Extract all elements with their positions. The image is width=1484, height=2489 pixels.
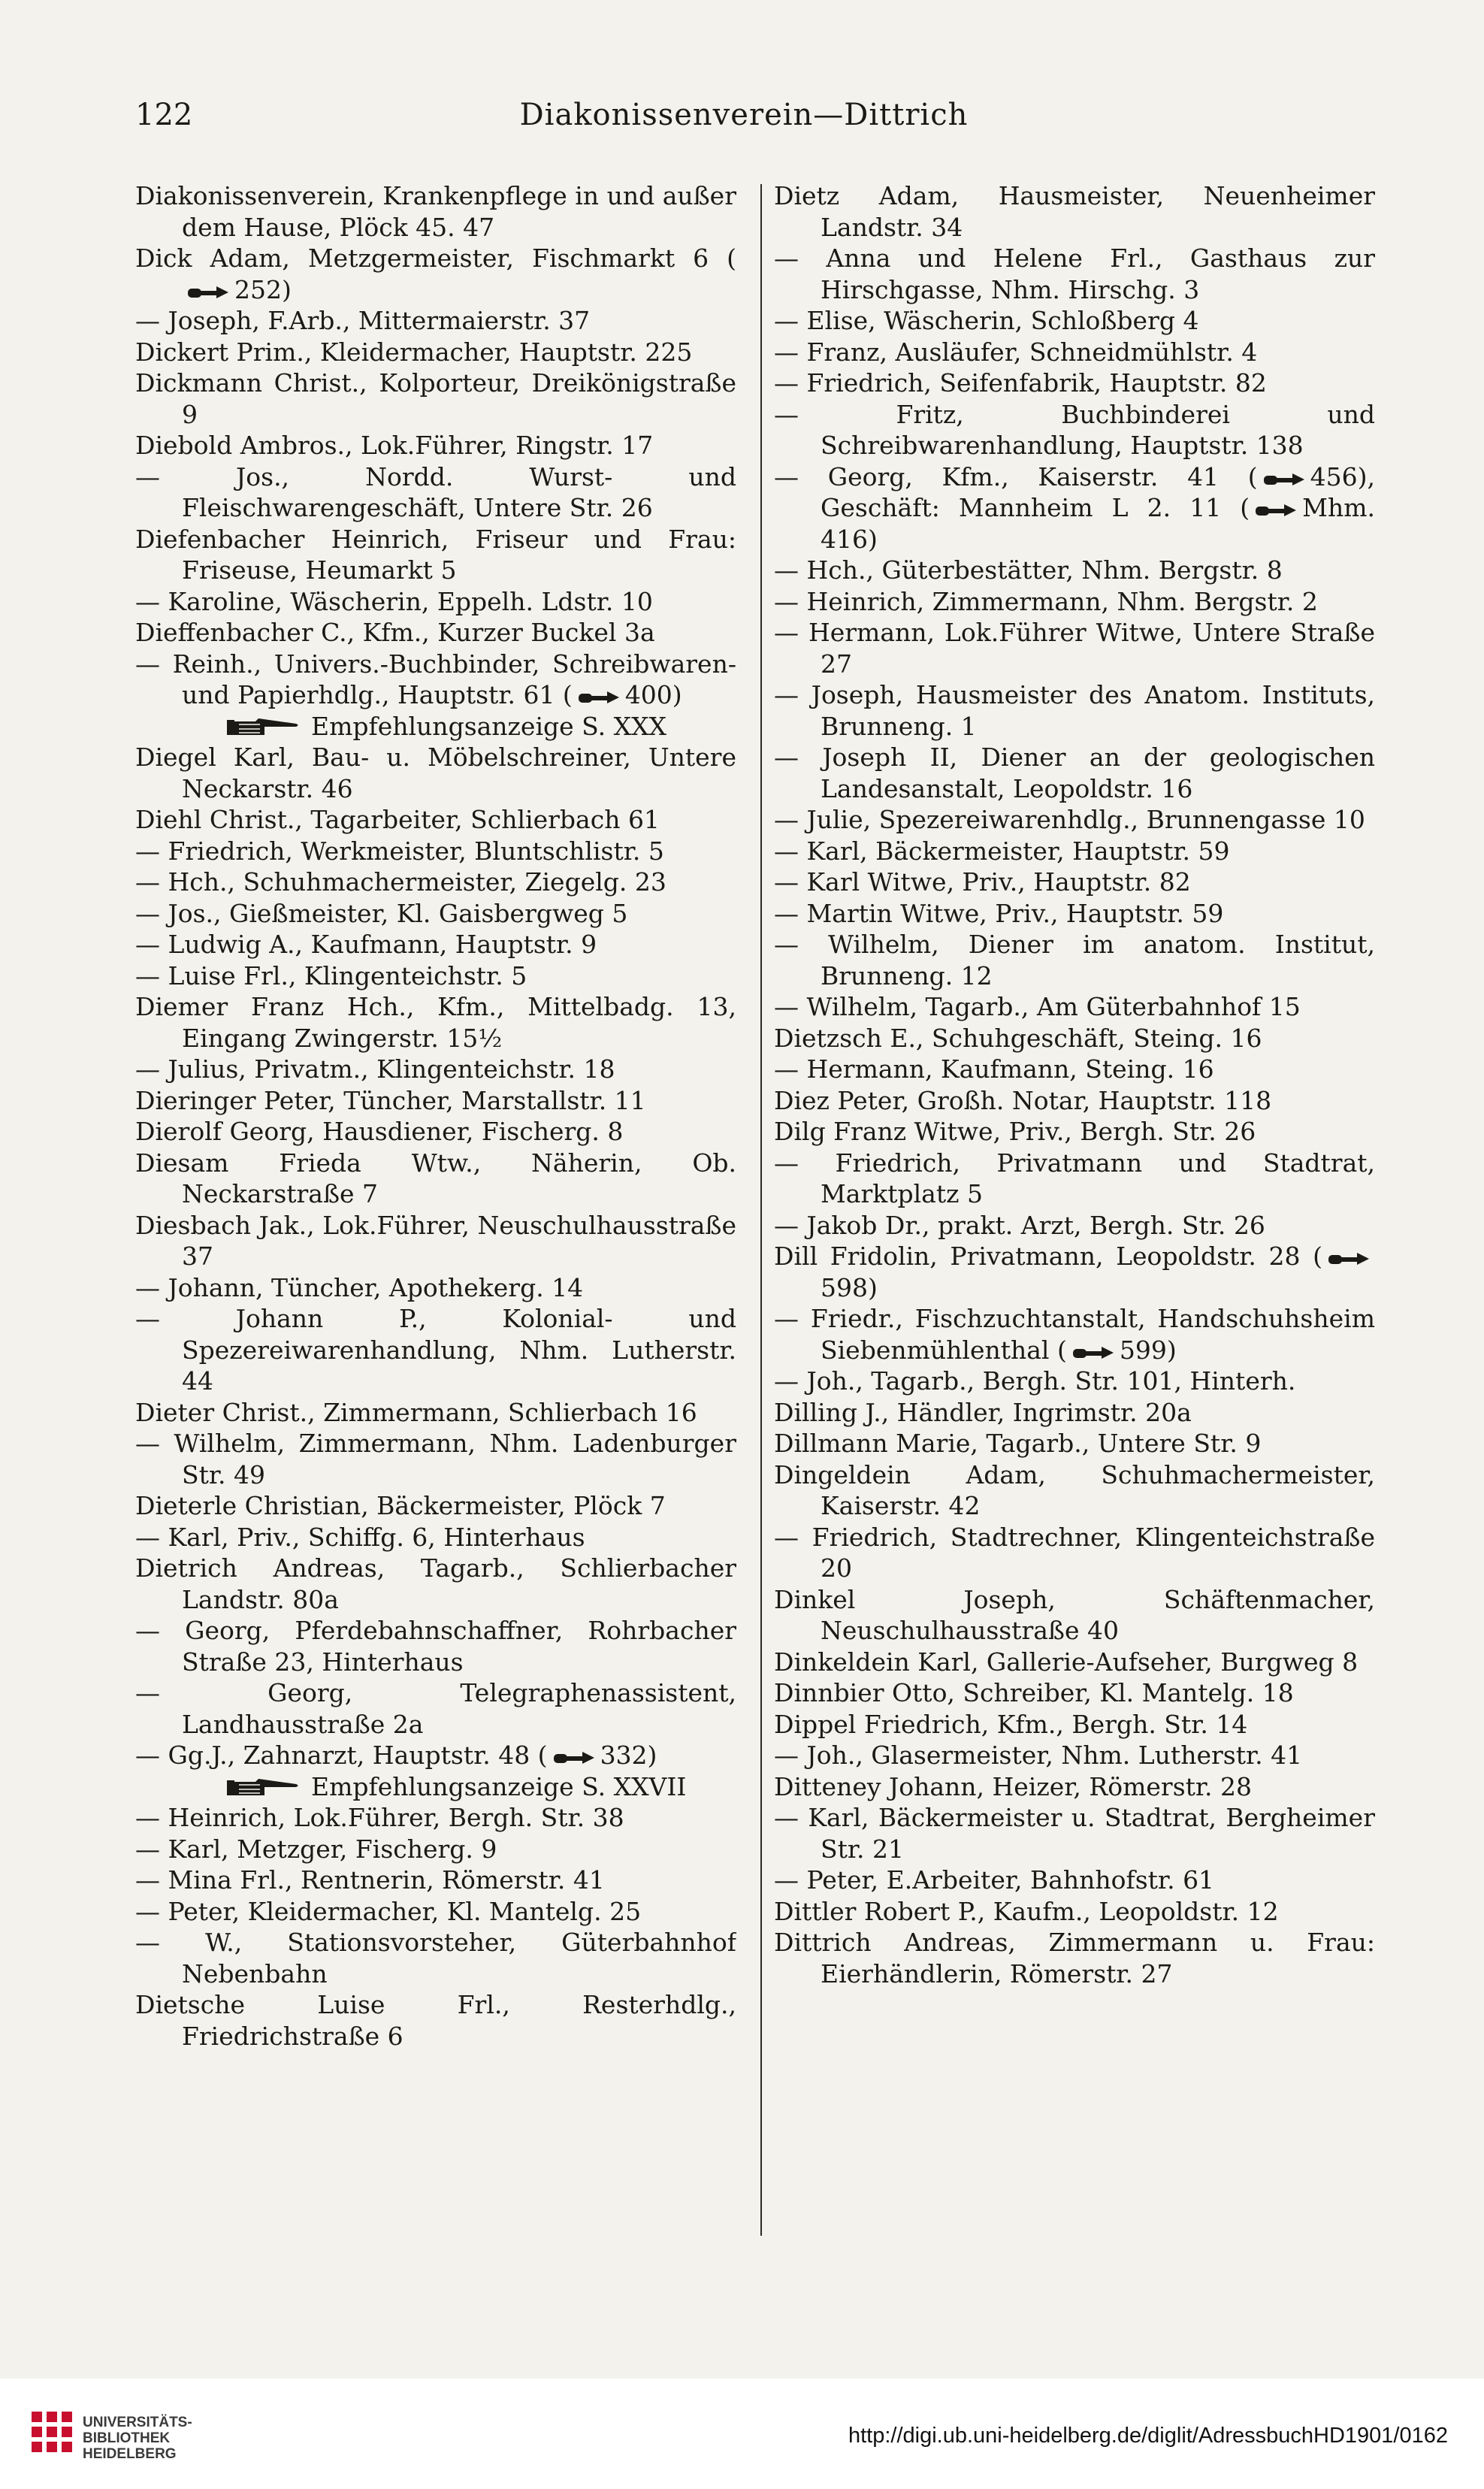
directory-entry xyxy=(135,461,736,524)
directory-entry xyxy=(774,367,1375,399)
entry-text: Dietz Adam, Hausmeister, Neuenheimer Landstr. 34 xyxy=(774,181,1375,242)
entry-text: — Wilhelm, Zimmermann, Nhm. Ladenburger Str. 49 xyxy=(135,1429,736,1489)
directory-entry xyxy=(774,1677,1375,1709)
directory-entry xyxy=(774,866,1375,898)
directory-entry xyxy=(774,337,1375,368)
directory-entry xyxy=(774,305,1375,337)
telephone-icon xyxy=(576,689,621,706)
entry-text: — Ludwig A., Kaufmann, Hauptstr. 9 xyxy=(135,930,597,959)
entry-text: — Friedrich, Werkmeister, Bluntschlistr. 5 xyxy=(135,836,664,866)
entry-text: Dinnbier Otto, Schreiber, Kl. Mantelg. 18 xyxy=(774,1678,1294,1707)
entry-text: Dill Fridolin, Privatmann, Leopoldstr. 28 ( xyxy=(774,1241,1322,1271)
entry-text: — Friedrich, Stadtrechner, Klingenteichstraße 20 xyxy=(774,1522,1375,1583)
directory-entry xyxy=(135,1677,736,1740)
directory-entry xyxy=(774,461,1375,555)
entry-text: — Martin Witwe, Priv., Hauptstr. 59 xyxy=(774,898,1224,928)
phone-number: 332) xyxy=(600,1740,657,1770)
entry-text: Dietsche Luise Frl., Resterhdlg., Friedrichstraße 6 xyxy=(135,1990,736,2051)
entry-text: Dickert Prim., Kleidermacher, Hauptstr. 225 xyxy=(135,337,693,367)
telephone-icon xyxy=(185,284,230,301)
directory-entry xyxy=(774,1522,1375,1584)
entry-text: — Joseph II, Diener an der geologischen Landesanstalt, Leopoldstr. 16 xyxy=(774,742,1375,803)
directory-entry xyxy=(135,1927,736,1989)
entry-text: — Hch., Schuhmachermeister, Ziegelg. 23 xyxy=(135,867,666,897)
entry-text: — Friedrich, Seifenfabrik, Hauptstr. 82 xyxy=(774,368,1267,398)
page-number: 122 xyxy=(135,98,193,132)
advertisement-reference xyxy=(135,1771,736,1803)
directory-entry xyxy=(774,1397,1375,1429)
directory-entry xyxy=(135,836,736,867)
entry-text: Dierolf Georg, Hausdiener, Fischerg. 8 xyxy=(135,1117,624,1146)
page-header xyxy=(135,98,1353,143)
entry-text: — Luise Frl., Klingenteichstr. 5 xyxy=(135,960,527,990)
entry-text: — Anna und Helene Frl., Gasthaus zur Hirschgasse, Nhm. Hirschg. 3 xyxy=(774,243,1375,304)
directory-entry xyxy=(135,1148,736,1210)
directory-entry xyxy=(774,804,1375,836)
directory-entry xyxy=(774,1709,1375,1740)
directory-entry xyxy=(135,1740,736,1771)
entry-text: — Hermann, Kaufmann, Steing. 16 xyxy=(774,1054,1214,1084)
entry-text: — Peter, E.Arbeiter, Bahnhofstr. 61 xyxy=(774,1865,1215,1895)
entry-text: — Georg, Telegraphenassistent, Landhausstraße 2a xyxy=(135,1678,736,1739)
entry-text: — Joseph, Hausmeister des Anatom. Instituts, Brunneng. 1 xyxy=(774,680,1375,741)
telephone-icon xyxy=(551,1750,596,1766)
entry-text: — Elise, Wäscherin, Schloßberg 4 xyxy=(774,306,1199,335)
entry-text: Empfehlungsanzeige S. XXVII xyxy=(311,1771,687,1801)
entry-text: — Joseph, F.Arb., Mittermaierstr. 37 xyxy=(135,306,591,335)
entry-text: — Karl, Bäckermeister, Hauptstr. 59 xyxy=(774,836,1230,866)
entry-text: Diez Peter, Großh. Notar, Hauptstr. 118 xyxy=(774,1085,1272,1115)
entry-text: Diegel Karl, Bau- u. Möbelschreiner, Untere Neckarstr. 46 xyxy=(135,742,736,803)
entry-text: — Karoline, Wäscherin, Eppelh. Ldstr. 10 xyxy=(135,586,653,616)
directory-entry xyxy=(135,1553,736,1615)
directory-entry xyxy=(774,1896,1375,1928)
directory-entry xyxy=(135,180,736,243)
directory-entry xyxy=(774,1303,1375,1365)
entry-text: — Heinrich, Zimmermann, Nhm. Bergstr. 2 xyxy=(774,586,1318,616)
entry-text: Diebold Ambros., Lok.Führer, Ringstr. 17 xyxy=(135,431,654,460)
entry-text: — Georg, Pferdebahnschaffner, Rohrbacher Straße 23, Hinterhaus xyxy=(135,1616,736,1677)
directory-entry xyxy=(135,1272,736,1304)
entry-text: Empfehlungsanzeige S. XXX xyxy=(311,711,667,741)
entry-text: — Joh., Tagarb., Bergh. Str. 101, Hinterh. xyxy=(774,1366,1296,1396)
pointing-hand-icon xyxy=(225,1777,301,1798)
phone-number: 456), Geschäft: Mannheim L 2. 11 ( xyxy=(821,461,1375,522)
entry-text: — Julie, Spezereiwarenhdlg., Brunnengasse 10 xyxy=(774,805,1365,834)
directory-entry xyxy=(135,305,736,337)
directory-entry xyxy=(774,1459,1375,1522)
phone-number: Mhm. 416) xyxy=(821,493,1375,554)
directory-entry xyxy=(774,617,1375,679)
directory-entry xyxy=(135,1303,736,1397)
directory-entry xyxy=(135,337,736,368)
telephone-icon xyxy=(1070,1344,1115,1361)
telephone-icon xyxy=(1325,1251,1371,1267)
entry-text: — Wilhelm, Diener im anatom. Institut, Brunneng. 12 xyxy=(774,930,1375,990)
entry-text: Diehl Christ., Tagarbeiter, Schlierbach 61 xyxy=(135,805,660,834)
entry-text: Diesbach Jak., Lok.Führer, Neuschulhausstraße 37 xyxy=(135,1210,736,1271)
directory-entry xyxy=(135,1615,736,1677)
directory-entry xyxy=(135,1490,736,1522)
directory-entry xyxy=(774,742,1375,804)
entry-text: — Fritz, Buchbinderei und Schreibwarenhandlung, Hauptstr. 138 xyxy=(774,399,1375,460)
entry-text: — Wilhelm, Tagarb., Am Güterbahnhof 15 xyxy=(774,992,1301,1021)
directory-entry xyxy=(774,1023,1375,1054)
entry-text: — Franz, Ausläufer, Schneidmühlstr. 4 xyxy=(774,337,1258,367)
directory-entry xyxy=(774,586,1375,618)
telephone-icon xyxy=(1261,471,1306,488)
directory-entry xyxy=(135,1864,736,1896)
entry-text: — Johann, Tüncher, Apothekerg. 14 xyxy=(135,1272,584,1302)
entry-text: Dietzsch E., Schuhgeschäft, Steing. 16 xyxy=(774,1023,1262,1053)
directory-entry xyxy=(135,1834,736,1865)
directory-entry xyxy=(135,524,736,586)
entry-text: — Johann P., Kolonial- und Spezereiwarenhandlung, Nhm. Lutherstr. 44 xyxy=(135,1304,736,1396)
directory-entry xyxy=(774,679,1375,742)
entry-text: Diefenbacher Heinrich, Friseur und Frau: Friseuse, Heumarkt 5 xyxy=(135,524,736,585)
entry-text: — Heinrich, Lok.Führer, Bergh. Str. 38 xyxy=(135,1803,624,1832)
directory-entry xyxy=(774,1054,1375,1085)
entry-text: Dieffenbacher C., Kfm., Kurzer Buckel 3a xyxy=(135,618,655,647)
directory-entry xyxy=(774,1864,1375,1896)
entry-text: — Jakob Dr., prakt. Arzt, Bergh. Str. 26 xyxy=(774,1210,1265,1240)
directory-entry xyxy=(135,804,736,836)
telephone-icon xyxy=(1253,502,1298,519)
entry-text: — Karl Witwe, Priv., Hauptstr. 82 xyxy=(774,867,1191,897)
entry-text: — Hch., Güterbestätter, Nhm. Bergstr. 8 xyxy=(774,555,1283,585)
entry-text: Dillmann Marie, Tagarb., Untere Str. 9 xyxy=(774,1429,1262,1458)
directory-entry xyxy=(135,1989,736,2052)
library-name: UNIVERSITÄTS- BIBLIOTHEK HEIDELBERG xyxy=(83,2415,192,2462)
directory-entry xyxy=(135,991,736,1054)
entry-text: — W., Stationsvorsteher, Güterbahnhof Nebenbahn xyxy=(135,1928,736,1988)
entry-text: Dieter Christ., Zimmermann, Schlierbach 16 xyxy=(135,1397,697,1427)
directory-entry xyxy=(135,367,736,430)
entry-text: — Friedrich, Privatmann und Stadtrat, Marktplatz 5 xyxy=(774,1148,1375,1208)
entry-text: Dieterle Christian, Bäckermeister, Plöck 7 xyxy=(135,1491,666,1520)
entry-text: — Karl, Priv., Schiffg. 6, Hinterhaus xyxy=(135,1522,585,1552)
pointing-hand-icon xyxy=(225,717,301,738)
phone-number: 252) xyxy=(234,274,292,304)
directory-entry xyxy=(774,1584,1375,1647)
entry-text: — Reinh., Univers.-Buchbinder, Schreibwaren- und Papierhdlg., Hauptstr. 61 ( xyxy=(135,649,736,709)
entry-text: Diesam Frieda Wtw., Näherin, Ob. Neckarstraße 7 xyxy=(135,1148,736,1208)
entry-text: Dilling J., Händler, Ingrimstr. 20a xyxy=(774,1397,1192,1427)
entry-text: — Karl, Metzger, Fischerg. 9 xyxy=(135,1834,497,1864)
directory-entry xyxy=(774,1210,1375,1241)
entry-text: Dittler Robert P., Kaufm., Leopoldstr. 12 xyxy=(774,1896,1279,1926)
directory-entry xyxy=(774,399,1375,461)
directory-entry xyxy=(135,866,736,898)
entry-text: — Gg.J., Zahnarzt, Hauptstr. 48 ( xyxy=(135,1740,548,1770)
advertisement-reference xyxy=(135,711,736,742)
entry-text: — Karl, Bäckermeister u. Stadtrat, Bergheimer Str. 21 xyxy=(774,1803,1375,1864)
entry-text: Dilg Franz Witwe, Priv., Bergh. Str. 26 xyxy=(774,1117,1256,1146)
directory-entry xyxy=(135,1085,736,1117)
directory-entry xyxy=(135,617,736,649)
directory-entry xyxy=(135,1210,736,1272)
footer-bar xyxy=(0,2379,1484,2489)
entry-text: Dinkel Joseph, Schäftenmacher, Neuschulhausstraße 40 xyxy=(774,1584,1375,1645)
directory-entry xyxy=(774,1927,1375,1989)
directory-entry xyxy=(135,1428,736,1490)
entry-text: — Georg, Kfm., Kaiserstr. 41 ( xyxy=(774,461,1258,491)
directory-entry xyxy=(135,898,736,930)
directory-entry xyxy=(774,1647,1375,1678)
library-logo-icon xyxy=(30,2410,75,2464)
directory-entry xyxy=(135,649,736,711)
entry-text: — Peter, Kleidermacher, Kl. Mantelg. 25 xyxy=(135,1896,642,1926)
entry-text: Ditteney Johann, Heizer, Römerstr. 28 xyxy=(774,1771,1253,1801)
column-divider xyxy=(760,184,762,2236)
entry-text: — Jos., Nordd. Wurst- und Fleischwarengeschäft, Untere Str. 26 xyxy=(135,461,736,522)
entry-text: Dippel Friedrich, Kfm., Bergh. Str. 14 xyxy=(774,1709,1248,1739)
entry-text: — Jos., Gießmeister, Kl. Gaisbergweg 5 xyxy=(135,898,628,928)
entry-text: Dietrich Andreas, Tagarb., Schlierbacher Landstr. 80a xyxy=(135,1553,736,1614)
entry-text: — Julius, Privatm., Klingenteichstr. 18 xyxy=(135,1054,615,1084)
directory-entry xyxy=(135,929,736,960)
directory-entry xyxy=(135,960,736,992)
right-column xyxy=(774,180,1375,2239)
directory-entry xyxy=(774,1428,1375,1459)
directory-entry xyxy=(774,836,1375,867)
directory-entry xyxy=(774,1365,1375,1397)
directory-entry xyxy=(774,180,1375,243)
directory-entry xyxy=(774,929,1375,991)
directory-entry xyxy=(774,898,1375,930)
directory-entry xyxy=(774,1771,1375,1803)
source-url[interactable]: http://digi.ub.uni-heidelberg.de/diglit/AdressbuchHD1901/0162 xyxy=(848,2424,1448,2448)
phone-number: 400) xyxy=(624,680,682,709)
directory-entry xyxy=(135,1802,736,1834)
directory-entry xyxy=(135,1054,736,1085)
directory-entry xyxy=(774,1241,1375,1303)
entry-text: — Hermann, Lok.Führer Witwe, Untere Straße 27 xyxy=(774,618,1375,679)
page-title: Diakonissenverein—Dittrich xyxy=(519,98,969,132)
entry-text: — Friedr., Fischzuchtanstalt, Handschuhsheim Siebenmühlenthal ( xyxy=(774,1304,1375,1365)
phone-number: 599) xyxy=(1119,1335,1177,1365)
directory-entry xyxy=(135,1397,736,1429)
directory-entry xyxy=(774,1085,1375,1117)
entry-text: — Joh., Glasermeister, Nhm. Lutherstr. 41 xyxy=(774,1740,1303,1770)
directory-entry xyxy=(135,1522,736,1553)
directory-entry xyxy=(135,586,736,618)
left-column xyxy=(135,180,736,2239)
directory-entry xyxy=(774,1116,1375,1148)
directory-entry xyxy=(135,243,736,305)
entry-text: Diemer Franz Hch., Kfm., Mittelbadg. 13, Eingang Zwingerstr. 15½ xyxy=(135,992,736,1053)
entry-text: Dieringer Peter, Tüncher, Marstallstr. 11 xyxy=(135,1085,646,1115)
entry-text: Dickmann Christ., Kolporteur, Dreikönigstraße 9 xyxy=(135,368,736,429)
directory-entry xyxy=(774,555,1375,586)
entry-text: Dingeldein Adam, Schuhmachermeister, Kaiserstr. 42 xyxy=(774,1459,1375,1520)
directory-entry xyxy=(135,742,736,804)
directory-entry xyxy=(135,430,736,461)
directory-entry xyxy=(774,991,1375,1023)
directory-entry xyxy=(774,1740,1375,1771)
entry-text: Dinkeldein Karl, Gallerie-Aufseher, Burgweg 8 xyxy=(774,1647,1359,1677)
directory-entry xyxy=(135,1896,736,1928)
entry-text: — Mina Frl., Rentnerin, Römerstr. 41 xyxy=(135,1865,605,1895)
directory-entry xyxy=(135,1116,736,1148)
directory-entry xyxy=(774,1802,1375,1864)
entry-text: Dick Adam, Metzgermeister, Fischmarkt 6 ( xyxy=(135,243,736,273)
directory-entry xyxy=(774,1148,1375,1210)
entry-text: Diakonissenverein, Krankenpflege in und außer dem Hause, Plöck 45. 47 xyxy=(135,181,736,242)
directory-entry xyxy=(774,243,1375,305)
entry-text: Dittrich Andreas, Zimmermann u. Frau: Eierhändlerin, Römerstr. 27 xyxy=(774,1928,1375,1988)
phone-number: 598) xyxy=(821,1272,878,1302)
